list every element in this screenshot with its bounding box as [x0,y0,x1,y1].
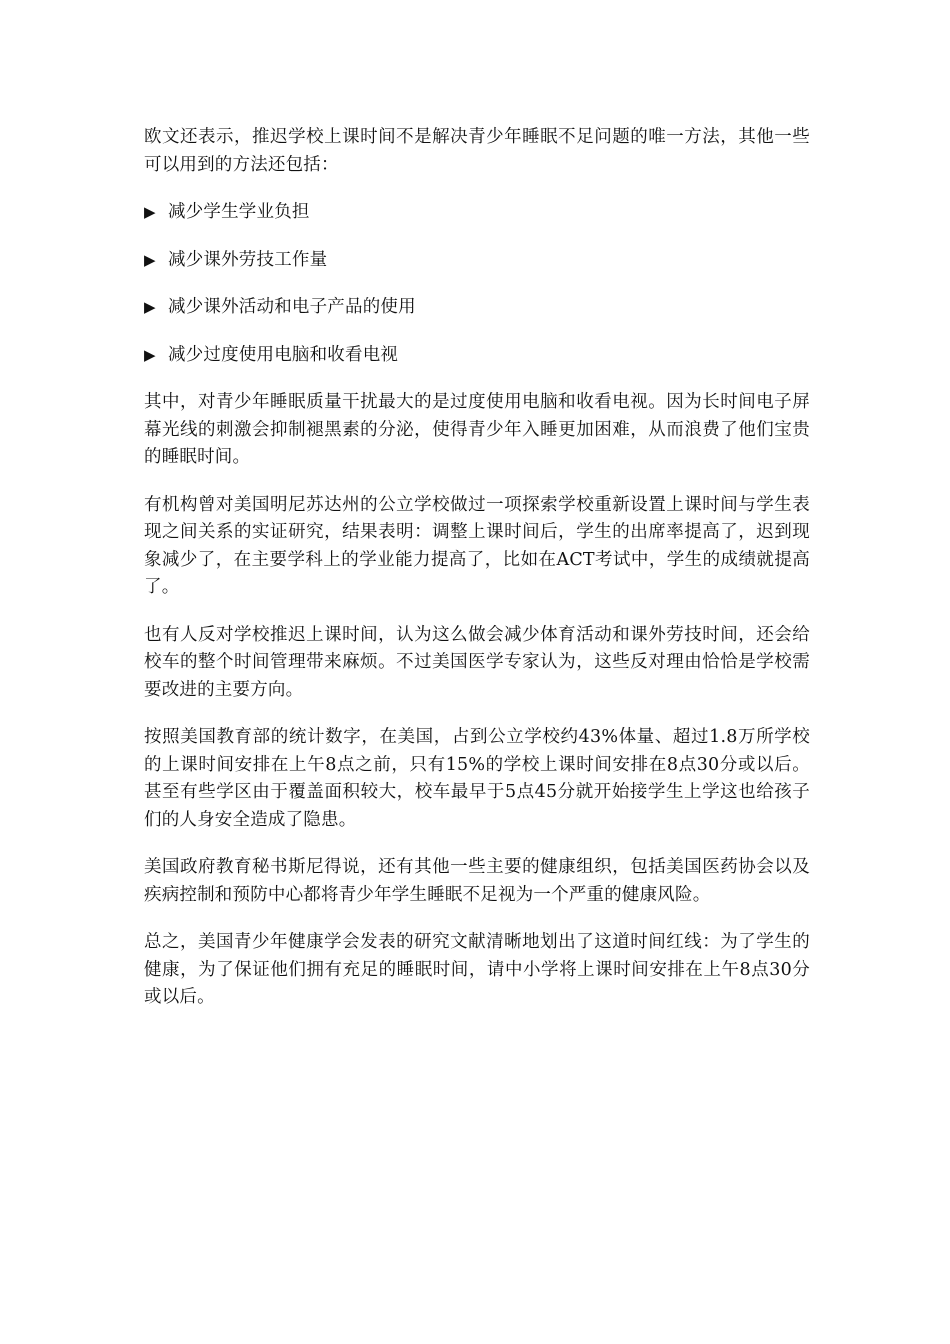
list-item [144,294,810,322]
intro-paragraph: 欧文还表示，推迟学校上课时间不是解决青少年睡眠不足问题的唯一方法，其他一些可以用到的方法还包括： [144,127,810,175]
triangle-bullet-icon: ▶ [144,250,156,269]
body-paragraph: 也有人反对学校推迟上课时间，认为这么做会减少体育活动和课外劳技时间，还会给校车的整个时间管理带来麻烦。不过美国医学专家认为，这些反对理由恰恰是学校需要改进的主要方向。 [144,624,810,700]
list-item [144,199,810,227]
methods-list [144,199,810,369]
triangle-bullet-icon: ▶ [144,345,156,364]
list-item-text: 减少课外活动和电子产品的使用 [168,297,416,317]
list-item [144,342,810,370]
triangle-bullet-icon: ▶ [144,298,156,316]
list-item-text: 减少课外劳技工作量 [168,249,328,270]
body-paragraph: 其中，对青少年睡眠质量干扰最大的是过度使用电脑和收看电视。因为长时间电子屏幕光线的刺激会抑制褪黑素的分泌，使得青少年入睡更加困难，从而浪费了他们宝贵的睡眠时间。 [144,392,810,467]
body-paragraph: 按照美国教育部的统计数字，在美国，占到公立学校约43%体量、超过1.8万所学校的上课时间安排在上午8点之前，只有15%的学校上课时间安排在8点30分或以后。甚至有些学区由于覆盖面积较大，校车最早于5点45分就开始接学生上学这也给孩子们的人身安全造成了隐患。 [144,727,810,830]
list-item [144,247,810,275]
list-item-text: 减少学生学业负担 [168,202,310,222]
body-paragraph: 美国政府教育秘书斯尼得说，还有其他一些主要的健康组织，包括美国医药协会以及疾病控制和预防中心都将青少年学生睡眠不足视为一个严重的健康风险。 [144,857,810,905]
document-page [144,124,810,1032]
triangle-bullet-icon: ▶ [144,203,156,221]
body-paragraph: 总之，美国青少年健康学会发表的研究文献清晰地划出了这道时间红线：为了学生的健康，为了保证他们拥有充足的睡眠时间，请中小学将上课时间安排在上午8点30分或以后。 [144,932,810,1007]
list-item-text: 减少过度使用电脑和收看电视 [168,344,399,365]
body-paragraph: 有机构曾对美国明尼苏达州的公立学校做过一项探索学校重新设置上课时间与学生表现之间关系的实证研究，结果表明：调整上课时间后，学生的出席率提高了，迟到现象减少了，在主要学科上的学业能力提高了，比如在ACT考试中，学生的成绩就提高了。 [144,494,810,597]
